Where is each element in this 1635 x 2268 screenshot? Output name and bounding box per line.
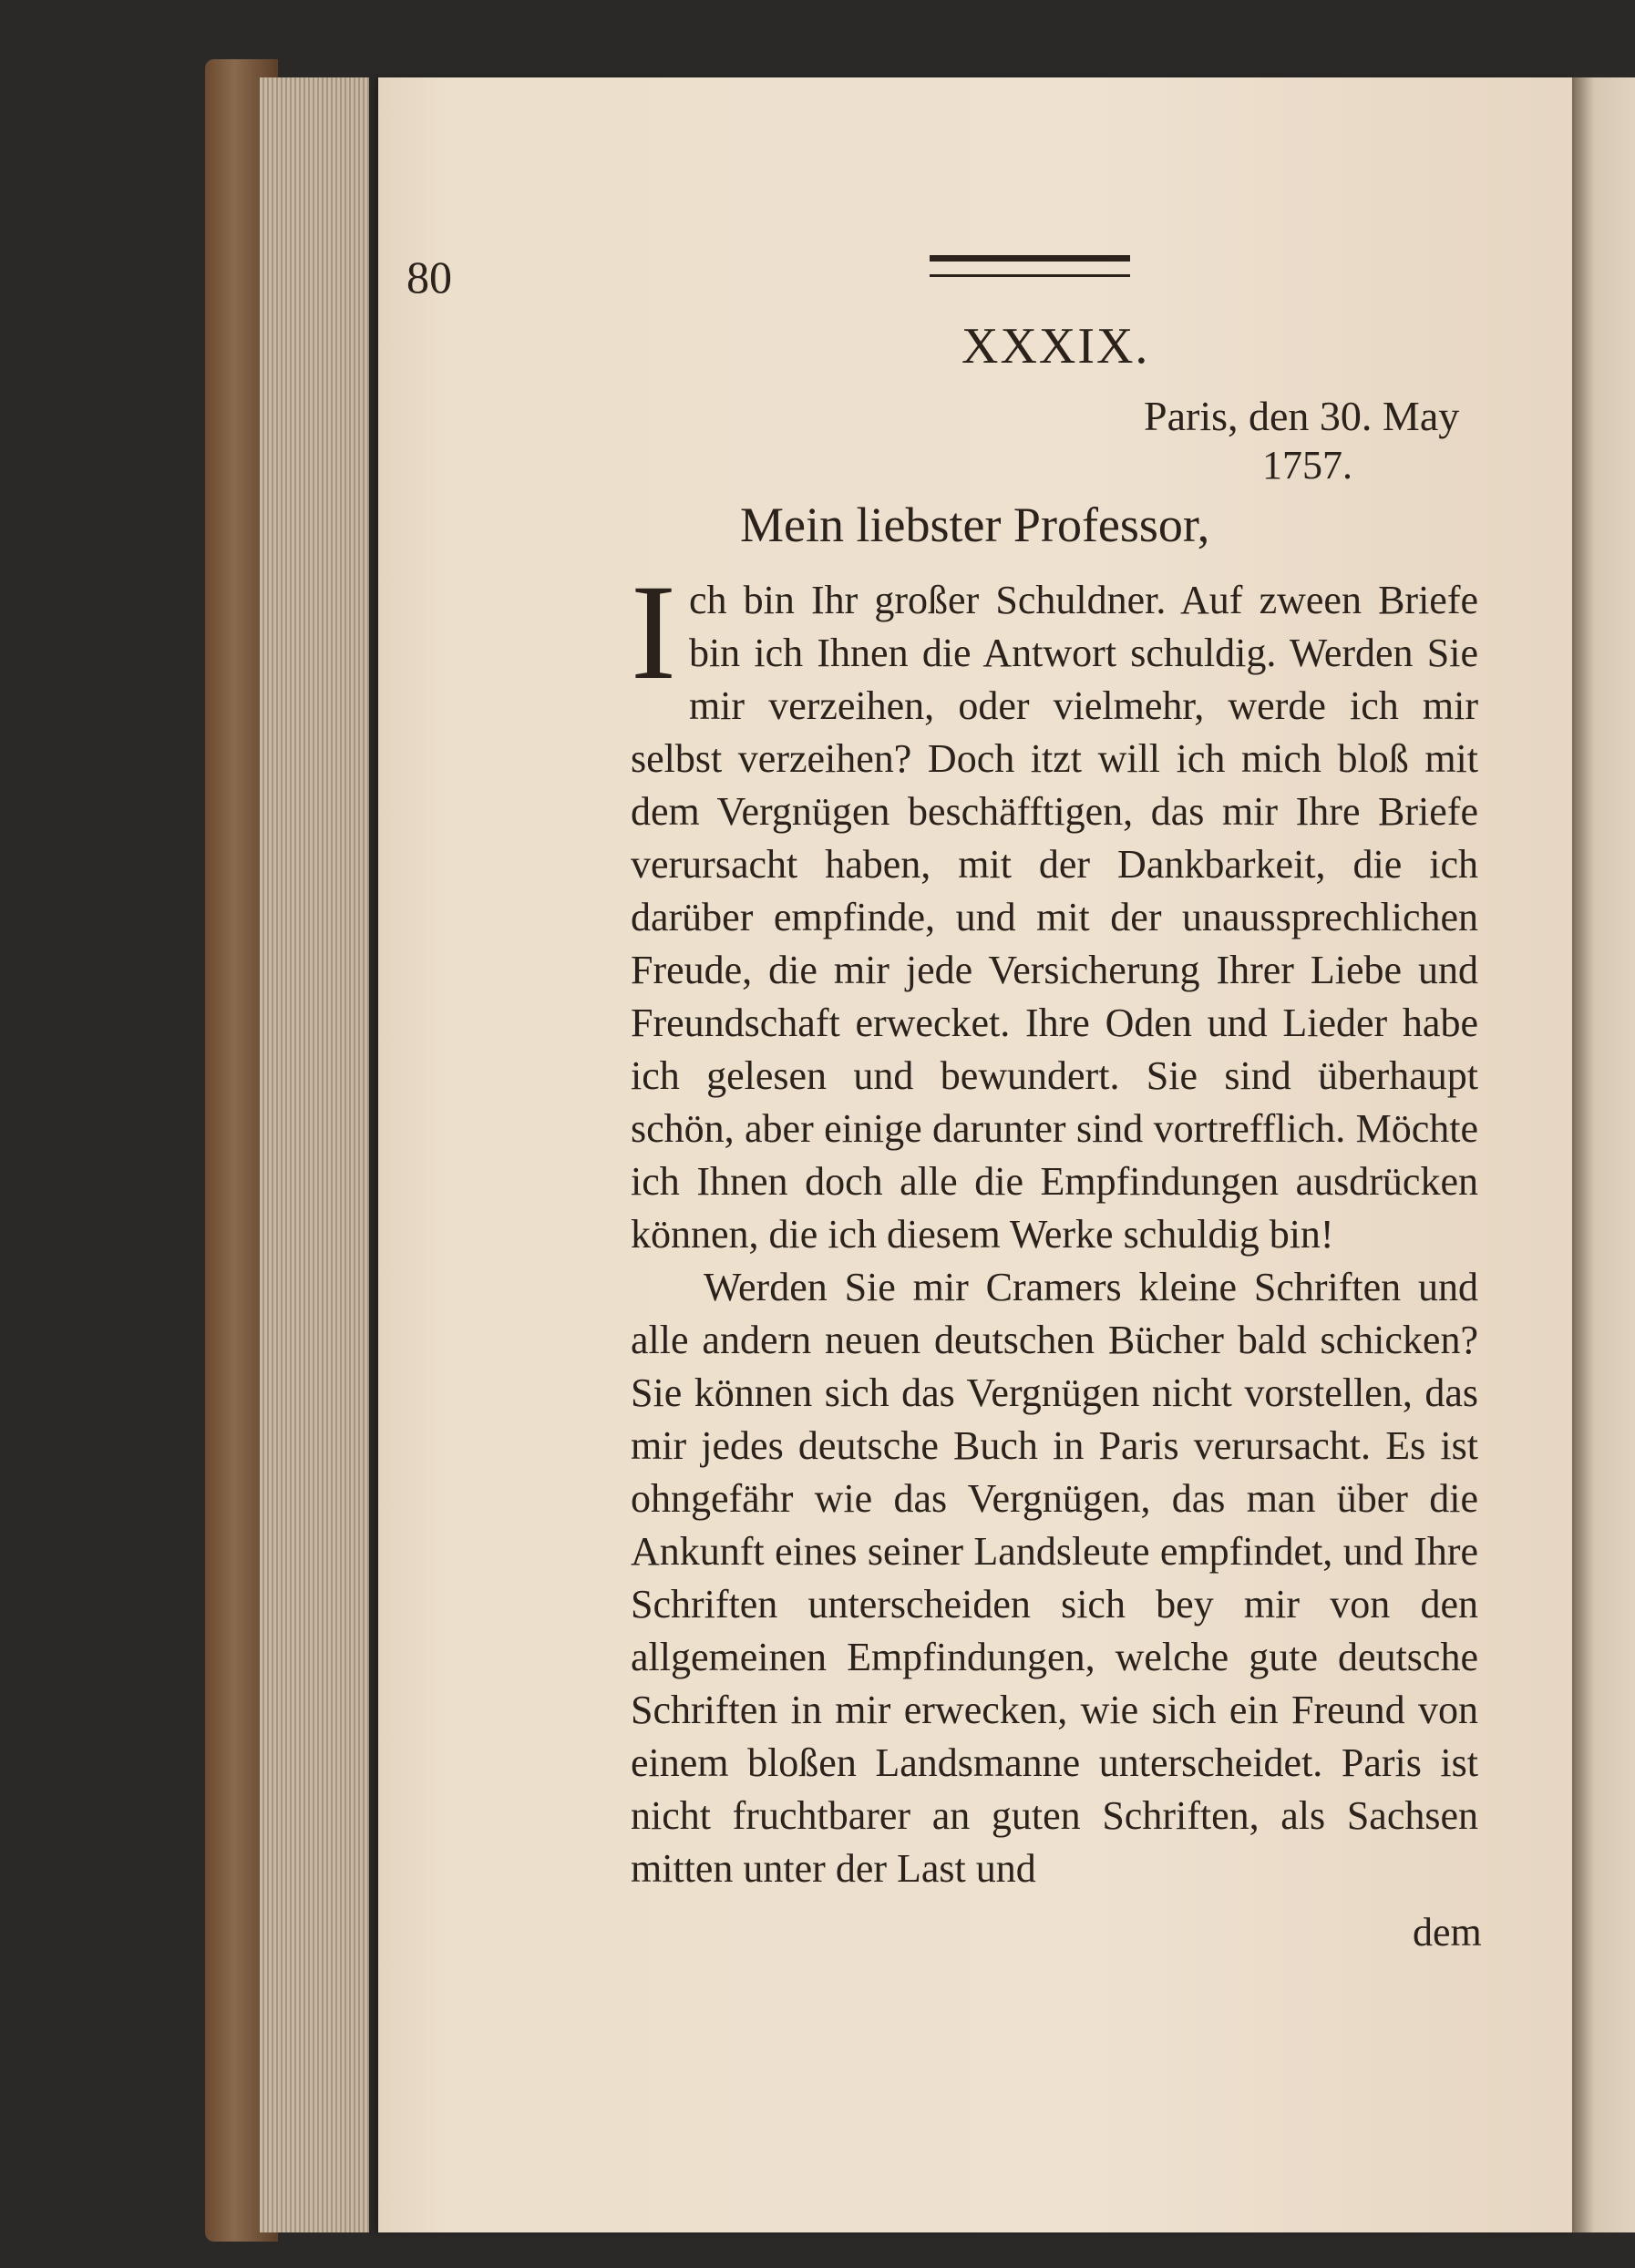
page-stack-edges <box>260 77 369 2232</box>
place-date: Paris, den 30. May <box>1144 393 1460 439</box>
drop-cap: I <box>631 557 676 708</box>
letter-body <box>631 557 1478 1895</box>
facing-page-edge <box>1572 77 1635 2232</box>
paragraph-1 <box>631 557 1478 1261</box>
catchword: dem <box>1413 1910 1482 1955</box>
header-rule <box>930 255 1130 277</box>
letter-number: XXXIX. <box>961 318 1150 375</box>
letter-year: 1757. <box>1262 443 1352 487</box>
page-number: 80 <box>406 251 452 303</box>
paragraph-1-text: ch bin Ihr großer Schuldner. Auf zween Briefe bin ich Ihnen die Antwort schuldig. Werden Sie mir verzeihen, oder vielmehr, werde ich mir selbst verzeihen? Doch itzt will ich mich bloß mit dem Vergnügen beschäfftigen, das mir Ihre Briefe verursacht haben, mit der Dankbarkeit, die ich darüber empfinde, und mit der unaussprechlichen Freude, die mir jede Versicherung Ihrer Liebe und Freundschaft erwecket. Ihre Oden und Lieder habe ich gelesen und bewundert. Sie sind überhaupt schön, aber einige darunter sind vortrefflich. Möchte ich Ihnen doch alle die Empfindungen ausdrücken können, die ich diesem Werke schuldig bin! <box>631 578 1478 1257</box>
paragraph-2: Werden Sie mir Cramers kleine Schriften und alle andern neuen deutschen Bücher bald schicken? Sie können sich das Vergnügen nicht vorstellen, das mir jedes deutsche Buch in Paris verursacht. Es ist ohngefähr wie das Vergnügen, das man über die Ankunft eines seiner Landsleute empfindet, und Ihre Schriften unterscheiden sich bey mir von den allgemeinen Empfindungen, welche gute deutsche Schriften in mir erwecken, wie sich ein Freund von einem bloßen Landsmanne unterscheidet. Paris ist nicht fruchtbarer an guten Schriften, als Sachsen mitten unter der Last und <box>631 1265 1478 1891</box>
salutation: Mein liebster Professor, <box>740 498 1210 552</box>
